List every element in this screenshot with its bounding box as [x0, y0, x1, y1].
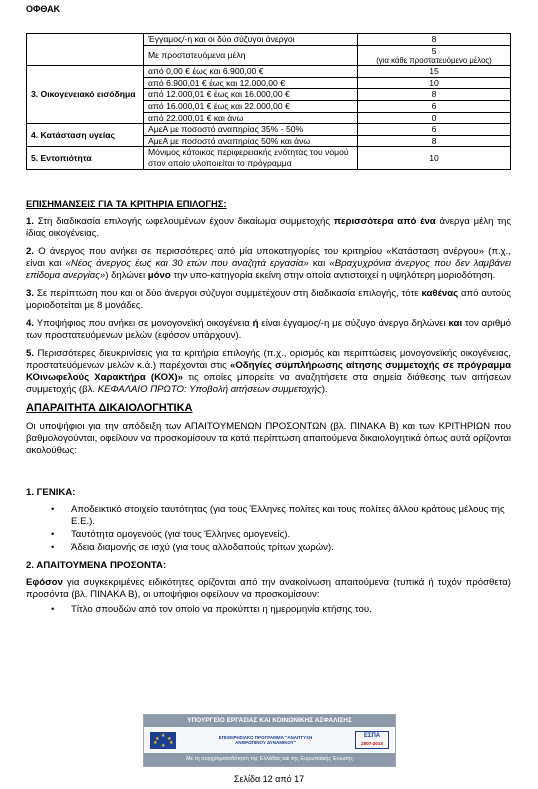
note-text: τον αριθμό των προστατευόμενων μελών (εφόσον υπάρχουν). — [26, 317, 512, 341]
program-label: ΕΠΙΧΕΙΡΗΣΙΑΚΟ ΠΡΟΓΡΑΜΜΑ "ΑΝΑΠΤΥΞΗ ΑΝΘΡΩΠΙΝΟΥ ΔΥΝΑΜΙΚΟΥ" — [218, 735, 313, 745]
qualification-docs-list — [51, 604, 511, 616]
table-cell-desc: από 0,00 € έως και 6.900,00 € — [144, 66, 358, 78]
note-4 — [26, 318, 511, 342]
espa-years: 2007-2013 — [361, 741, 383, 746]
table-cell-desc: ΑμεΑ με ποσοστό αναπηρίας 50% και άνω — [144, 135, 358, 147]
section-heading: ΑΠΑΡΑΙΤΗΤΑ ΔΙΚΑΙΟΛΟΓΗΤΙΚΑ — [26, 401, 193, 414]
note-emphasis: ΚΕΦΑΛΑΙΟ ΠΡΩΤΟ: Υποβολή αιτήσεων συμμετοχής — [97, 383, 322, 395]
table-cell-points: 10 — [358, 147, 511, 169]
list-item: • Ταυτότητα ομογενούς (για τους Έλληνες ομογενείς). — [51, 529, 511, 541]
note-text: Περισσότερες διευκρινίσεις για τα κριτήρια επιλογής (π.χ., ορισμός και περιπτώσεις μονογονεϊκής οικογένειας, προστατευόμενων μελών κ.ά.) παρέχονται στις — [26, 347, 512, 371]
points-value: 5 — [431, 45, 437, 56]
table-cell-points: 0 — [358, 112, 511, 124]
subsection-heading: 1. ΓΕΝΙΚΑ: — [26, 487, 76, 499]
note-3 — [26, 288, 511, 312]
note-emphasis: μόνο — [147, 269, 171, 281]
funding-logo-banner — [143, 714, 396, 767]
qualifications-text — [26, 577, 511, 601]
table-cell-desc: από 16.000,01 € έως και 22.000,00 € — [144, 100, 358, 112]
table-cell-points: 8 — [358, 89, 511, 101]
note-emphasis: «Οδηγίες συμπλήρωσης αίτησης συμμετοχής σε πρόγραμμα ΚΟινωφελούς Χαρακτήρα (ΚΟΧ)» — [26, 359, 511, 383]
note-number: 1. — [26, 215, 35, 227]
page-number: Σελίδα 12 από 17 — [233, 774, 305, 784]
logo-row — [144, 727, 395, 753]
note-text: Υποψήφιος που ανήκει σε μονογονεϊκή οικογένεια — [36, 317, 250, 329]
note-emphasis: «Νέος άνεργος έως και 30 ετών που αναζητά εργασία» — [65, 257, 309, 269]
note-number: 5. — [26, 347, 35, 359]
ministry-band: ΥΠΟΥΡΓΕΙΟ ΕΡΓΑΣΙΑΣ ΚΑΙ ΚΟΙΝΩΝΙΚΗΣ ΑΣΦΑΛΙΣΗΣ — [144, 715, 395, 727]
table-cell-points: 15 — [358, 66, 511, 78]
note-text: και — [312, 257, 326, 269]
paragraph-text: για συγκεκριμένες ειδικότητες ορίζονται από την ανακοίνωση απαιτούμενα (τυπικά ή τυχόν πρόσθετα) προσόντα (βλ. ΠΙΝΑΚΑ Β), οι υποψήφιοι οφείλουν να προσκομίσουν: — [26, 577, 512, 601]
note-text: την υπο-κατηγορία εκείνη στην οποία αντιστοιχεί η υψηλότερη μοριοδότηση. — [173, 269, 496, 281]
table-cell-desc: Έγγαμος/-η και οι δύο σύζυγοι άνεργοι — [144, 34, 358, 46]
table-cell-desc: ΑμεΑ με ποσοστό αναπηρίας 35% - 50% — [144, 124, 358, 136]
note-text: Ο άνεργος που ανήκει σε περισσότερες από μία υποκατηγορίες του κριτηρίου «Κατάσταση ανέργου» (π.χ., είναι και — [26, 245, 511, 269]
note-number: 2. — [26, 245, 35, 257]
note-2 — [26, 246, 511, 282]
cofunding-caption: Με τη συγχρηματοδότηση της Ελλάδας και της Ευρωπαϊκής Ένωσης — [144, 753, 395, 766]
points-note: (για κάθε προστατευόμενο μέλος) — [376, 56, 492, 66]
table-cell-desc: από 22.000,01 € και άνω — [144, 112, 358, 124]
list-item: • Αποδεικτικό στοιχείο ταυτότητας (για τους Έλληνες πολίτες και τους πολίτες άλλου κράτους μέλους της Ε.Ε.). — [51, 504, 511, 528]
note-text: τις οποίες μπορείτε να αναζητήσετε στα σημεία διάθεσης των αιτήσεων συμμετοχής (βλ. — [26, 371, 511, 395]
note-5 — [26, 348, 511, 396]
list-item: • Άδεια διαμονής σε ισχύ (για τους αλλοδαπούς τρίτων χωρών). — [51, 542, 511, 554]
note-emphasis: ή — [252, 317, 259, 329]
table-row — [27, 147, 511, 169]
table-row — [27, 124, 511, 136]
note-emphasis: καθένας — [421, 287, 459, 299]
note-text: άνεργα μέλη της ίδιας οικογένειας. — [26, 215, 511, 239]
table-cell-points: 6 — [358, 100, 511, 112]
table-cell-category: 3. Οικογενειακό εισόδημα — [27, 66, 144, 124]
note-text: από αυτούς μοριοδοτείται με 8 μονάδες. — [26, 287, 512, 311]
espa-label: ΕΣΠΑ — [363, 733, 381, 739]
table-cell-points — [358, 45, 511, 66]
table-cell-points: 8 — [358, 34, 511, 46]
table-row — [27, 66, 511, 78]
docs-intro: Οι υποψήφιοι για την απόδειξη των ΑΠΑΙΤΟΥΜΕΝΩΝ ΠΡΟΣΟΝΤΩΝ (βλ. ΠΙΝΑΚΑ Β) και των ΚΡΙΤΗΡΙΩΝ που βαθμολογούνται, οφείλουν να προσκομίσουν τα κατά περίπτωση απαιτούμενα δικαιολογητικά όπως αυτά ορίζονται ακολούθως: — [26, 421, 511, 457]
note-number: 4. — [26, 317, 35, 329]
document-body — [26, 198, 511, 622]
table-row — [27, 34, 511, 46]
table-cell-points: 6 — [358, 124, 511, 136]
eu-flag-icon: ★ ★ ★ ★ ★ ★ — [150, 732, 176, 749]
list-item: • Τίτλο σπουδών από τον οποίο να προκύπτει η ημερομηνία κτήσης του. — [51, 604, 511, 616]
subsection-heading: 2. ΑΠΑΙΤΟΥΜΕΝΑ ΠΡΟΣΟΝΤΑ: — [26, 560, 167, 572]
document-code: ΟΦΘΑΚ — [26, 4, 61, 14]
table-cell-category: 4. Κατάσταση υγείας — [27, 124, 144, 147]
table-cell-category — [27, 34, 144, 66]
note-text: είναι έγγαμος/-η με σύζυγο άνεργο δηλώνει — [261, 317, 446, 329]
general-docs-list — [51, 504, 511, 554]
note-text: Στη διαδικασία επιλογής ωφελουμένων έχουν δικαίωμα συμμετοχής — [37, 215, 330, 227]
note-text: ) δηλώνει — [105, 269, 146, 281]
table-cell-desc: Μόνιμος κάτοικος περιφερειακής ενότητας του νομού στον οποίο υλοποιείται το πρόγραμμα — [144, 147, 358, 169]
table-cell-points: 10 — [358, 77, 511, 89]
table-cell-desc: από 6.900,01 € έως και 12.000,00 € — [144, 77, 358, 89]
table-cell-desc: Με προστατευόμενα μέλη — [144, 45, 358, 66]
table-cell-desc: από 12.000,01 € έως και 16.000,00 € — [144, 89, 358, 101]
note-1 — [26, 216, 511, 240]
notes-heading: ΕΠΙΣΗΜΑΝΣΕΙΣ ΓΙΑ ΤΑ ΚΡΙΤΗΡΙΑ ΕΠΙΛΟΓΗΣ: — [26, 198, 227, 209]
table-cell-category: 5. Εντοπιότητα — [27, 147, 144, 169]
note-text: Σε περίπτωση που και οι δύο άνεργοι σύζυγοι συμμετέχουν στη διαδικασία επιλογής, τότε — [36, 287, 419, 299]
table-cell-points: 8 — [358, 135, 511, 147]
note-emphasis: «Βραχυχρόνια άνεργος που δεν λαμβάνει επίδομα ανεργίας» — [26, 257, 512, 281]
text-emphasis: Εφόσον — [26, 577, 63, 589]
note-number: 3. — [26, 287, 35, 299]
note-text: ). — [321, 383, 328, 395]
note-emphasis: και — [448, 317, 463, 329]
espa-logo — [355, 731, 389, 749]
note-emphasis: περισσότερα από ένα — [333, 215, 436, 227]
criteria-table — [26, 33, 511, 170]
